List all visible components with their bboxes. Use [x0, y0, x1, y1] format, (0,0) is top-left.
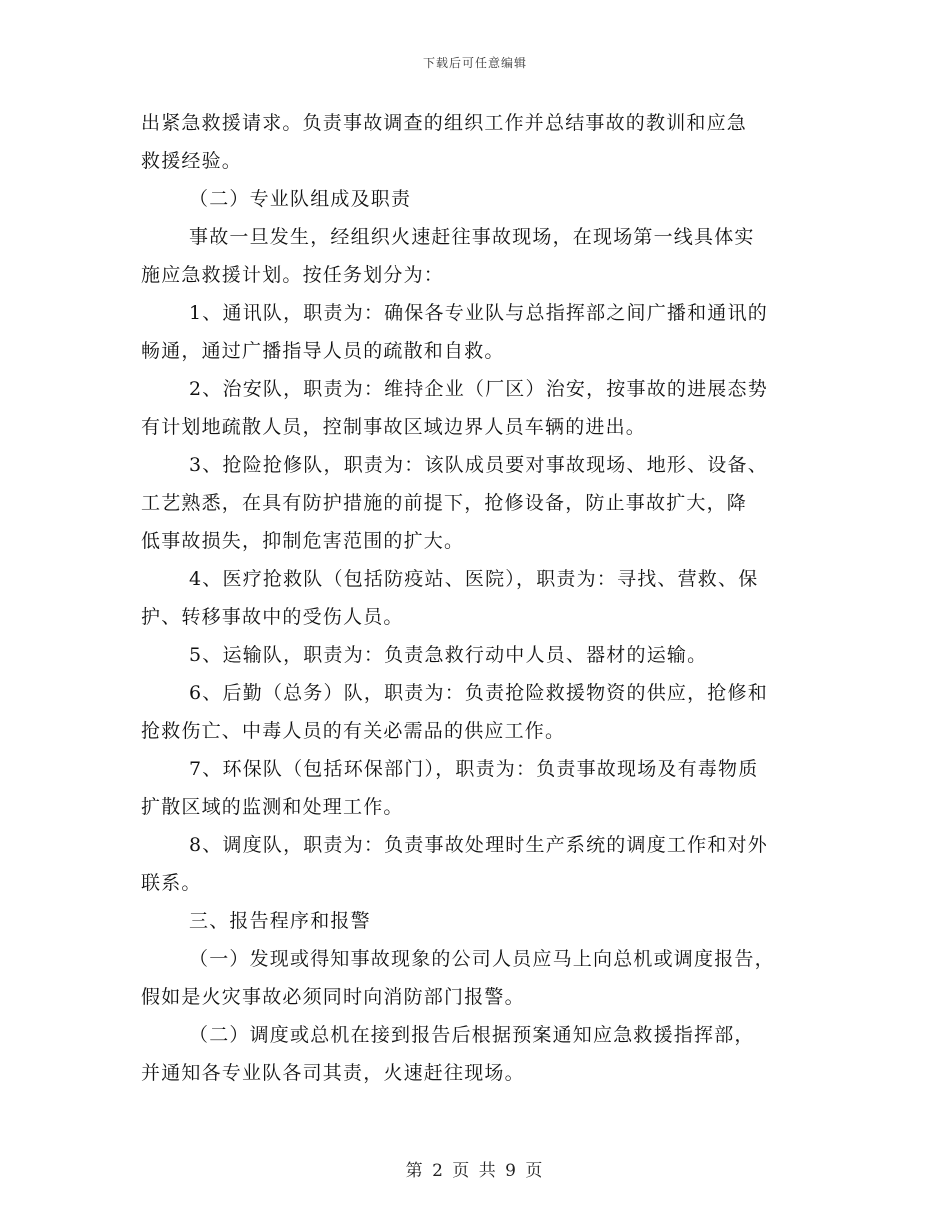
text-line: 7、环保队（包括环保部门），职责为：负责事故现场及有毒物质: [189, 758, 759, 780]
text-line: 1、通讯队，职责为：确保各专业队与总指挥部之间广播和通讯的: [189, 302, 768, 324]
page-number: 第 2 页 共 9 页: [405, 1161, 545, 1181]
text-line: 救援经验。: [141, 150, 243, 172]
text-line: 3、抢险抢修队，职责为：该队成员要对事故现场、地形、设备、: [189, 454, 768, 476]
text-line: 联系。: [141, 872, 202, 894]
text-line: 有计划地疏散人员，控制事故区域边界人员车辆的进出。: [141, 416, 647, 438]
text-line: 出紧急救援请求。负责事故调查的组织工作并总结事故的教训和应急: [141, 112, 748, 134]
text-line: 并通知各专业队各司其责，火速赶往现场。: [141, 1062, 525, 1084]
text-line: 低事故损失，抑制危害范围的扩大。: [141, 530, 465, 552]
document-body: [141, 104, 811, 1092]
text-line: 4、医疗抢救队（包括防疫站、医院），职责为：寻找、营救、保: [189, 568, 759, 590]
text-line: 事故一旦发生，经组织火速赶往事故现场，在现场第一线具体实: [189, 226, 755, 248]
text-line: （二）调度或总机在接到报告后根据预案通知应急救援指挥部，: [189, 1024, 755, 1046]
text-line: 工艺熟悉，在具有防护措施的前提下，抢修设备，防止事故扩大，降: [141, 492, 748, 514]
section-heading: （二）专业队组成及职责: [189, 188, 412, 210]
header-note: 下载后可任意编辑: [422, 56, 527, 70]
text-line: 施应急救援计划。按任务划分为：: [141, 264, 445, 286]
text-line: 2、治安队，职责为：维持企业（厂区）治安，按事故的进展态势: [189, 378, 768, 400]
text-line: 8、调度队，职责为：负责事故处理时生产系统的调度工作和对外: [189, 834, 768, 856]
text-line: 抢救伤亡、中毒人员的有关必需品的供应工作。: [141, 720, 566, 742]
text-line: 扩散区域的监测和处理工作。: [141, 796, 404, 818]
text-line: 假如是火灾事故必须同时向消防部门报警。: [141, 986, 525, 1008]
text-line: 护、转移事故中的受伤人员。: [141, 606, 404, 628]
text-line: 畅通，通过广播指导人员的疏散和自救。: [141, 340, 505, 362]
text-line: （一）发现或得知事故现象的公司人员应马上向总机或调度报告，: [189, 948, 775, 970]
text-line: 5、运输队，职责为：负责急救行动中人员、器材的运输。: [189, 644, 708, 666]
text-line: 6、后勤（总务）队，职责为：负责抢险救援物资的供应，抢修和: [189, 682, 768, 704]
section-heading: 三、报告程序和报警: [189, 910, 371, 932]
